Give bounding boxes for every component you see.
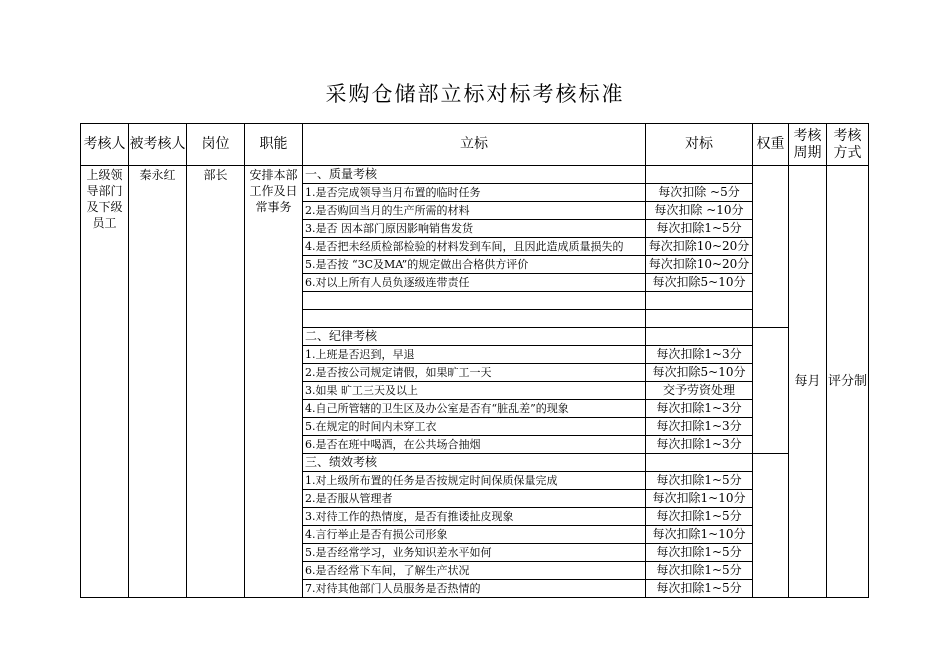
standard-cell xyxy=(646,454,753,472)
standard-cell: 每次扣除1~5分 xyxy=(646,472,753,490)
standard-cell xyxy=(646,292,753,310)
standard-cell: 每次扣除1~5分 xyxy=(646,544,753,562)
standard-cell: 每次扣除10~20分 xyxy=(646,256,753,274)
criterion-cell: 2.是否按公司规定请假，如果旷工一天 xyxy=(303,364,646,382)
criterion-cell: 1.对上级所布置的任务是否按规定时间保质保量完成 xyxy=(303,472,646,490)
standard-cell: 每次扣除 ~5分 xyxy=(646,184,753,202)
standard-cell: 每次扣除5~10分 xyxy=(646,274,753,292)
criterion-cell: 3.对待工作的热情度，是否有推诿扯皮现象 xyxy=(303,508,646,526)
header-assessee: 被考核人 xyxy=(129,124,187,166)
method-cell: 评分制 xyxy=(827,166,869,598)
standard-cell: 每次扣除1~10分 xyxy=(646,490,753,508)
standard-cell: 每次扣除1~3分 xyxy=(646,400,753,418)
standard-cell: 每次扣除 ~10分 xyxy=(646,202,753,220)
assessee-cell: 秦永红 xyxy=(129,166,187,598)
criterion-cell: 4.言行举止是否有损公司形象 xyxy=(303,526,646,544)
assessment-table xyxy=(80,123,869,598)
criterion-cell: 4.自己所管辖的卫生区及办公室是否有“脏乱差”的现象 xyxy=(303,400,646,418)
header-criteria: 立标 xyxy=(303,124,646,166)
standard-cell xyxy=(646,166,753,184)
header-assessor: 考核人 xyxy=(81,124,129,166)
standard-cell: 每次扣除1~3分 xyxy=(646,436,753,454)
standard-cell: 每次扣除1~3分 xyxy=(646,346,753,364)
standard-cell: 每次扣除1~5分 xyxy=(646,580,753,598)
header-method: 考核方式 xyxy=(827,124,869,166)
criterion-cell: 2.是否服从管理者 xyxy=(303,490,646,508)
weight-cell-discipline xyxy=(753,328,789,454)
header-position: 岗位 xyxy=(187,124,245,166)
criterion-cell: 1.是否完成领导当月布置的临时任务 xyxy=(303,184,646,202)
standard-cell xyxy=(646,328,753,346)
header-standard: 对标 xyxy=(646,124,753,166)
position-cell: 部长 xyxy=(187,166,245,598)
standard-cell: 每次扣除10~20分 xyxy=(646,238,753,256)
criterion-cell: 6.是否经常下车间，了解生产状况 xyxy=(303,562,646,580)
section-title-performance: 三、绩效考核 xyxy=(303,454,646,472)
criterion-cell: 3.如果 旷工三天及以上 xyxy=(303,382,646,400)
section-title-discipline: 二、纪律考核 xyxy=(303,328,646,346)
standard-cell: 交予劳资处理 xyxy=(646,382,753,400)
function-cell: 安排本部工作及日常事务 xyxy=(245,166,303,598)
criterion-cell: 7.对待其他部门人员服务是否热情的 xyxy=(303,580,646,598)
standard-cell: 每次扣除1~5分 xyxy=(646,220,753,238)
standard-cell: 每次扣除5~10分 xyxy=(646,364,753,382)
page-title: 采购仓储部立标对标考核标准 xyxy=(325,82,625,106)
criterion-cell: 5.是否按 “3C及MA”的规定做出合格供方评价 xyxy=(303,256,646,274)
criterion-cell: 2.是否购回当月的生产所需的材料 xyxy=(303,202,646,220)
section-row-quality xyxy=(81,166,869,184)
criterion-cell: 5.是否经常学习，业务知识差水平如何 xyxy=(303,544,646,562)
header-row xyxy=(81,124,869,166)
standard-cell xyxy=(646,310,753,328)
standard-cell: 每次扣除1~5分 xyxy=(646,508,753,526)
criterion-cell: 6.是否在班中喝酒，在公共场合抽烟 xyxy=(303,436,646,454)
criterion-cell xyxy=(303,292,646,310)
criterion-cell xyxy=(303,310,646,328)
weight-cell-quality xyxy=(753,166,789,328)
header-function: 职能 xyxy=(245,124,303,166)
assessor-cell: 上级领导部门及下级员工 xyxy=(81,166,129,598)
standard-cell: 每次扣除1~10分 xyxy=(646,526,753,544)
section-title-quality: 一、质量考核 xyxy=(303,166,646,184)
header-weight: 权重 xyxy=(753,124,789,166)
header-period: 考核周期 xyxy=(789,124,827,166)
criterion-cell: 3.是否 因本部门原因影响销售发货 xyxy=(303,220,646,238)
criterion-cell: 5.在规定的时间内未穿工衣 xyxy=(303,418,646,436)
standard-cell: 每次扣除1~3分 xyxy=(646,418,753,436)
period-cell: 每月 xyxy=(789,166,827,598)
standard-cell: 每次扣除1~5分 xyxy=(646,562,753,580)
criterion-cell: 6.对以上所有人员负逐级连带责任 xyxy=(303,274,646,292)
criterion-cell: 1.上班是否迟到，早退 xyxy=(303,346,646,364)
criterion-cell: 4.是否把未经质检部检验的材料发到车间，且因此造成质量损失的 xyxy=(303,238,646,256)
weight-cell-performance xyxy=(753,454,789,598)
